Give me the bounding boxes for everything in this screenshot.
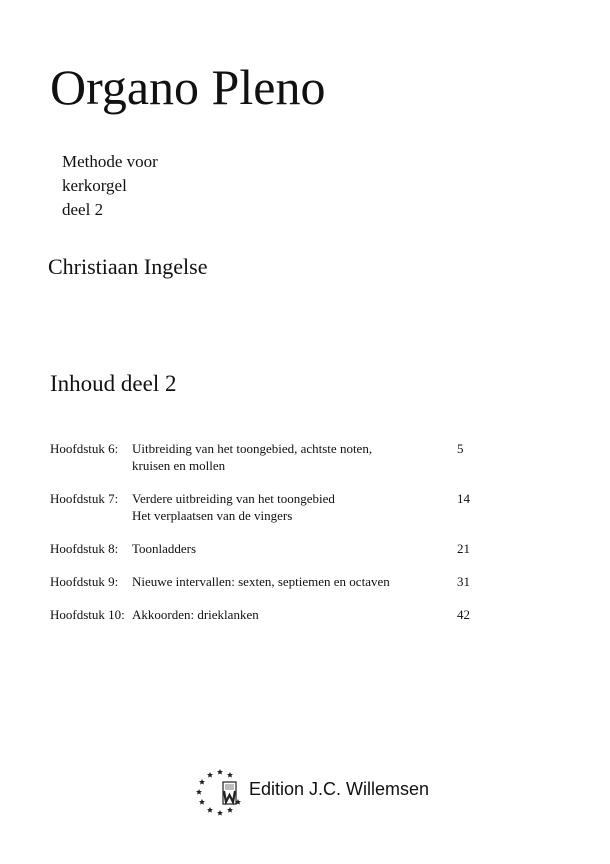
toc-entry-line: kruisen en mollen <box>132 458 226 473</box>
toc-entry-line: Uitbreiding van het toongebied, achtste noten, <box>132 441 373 456</box>
toc-entry-line: Nieuwe intervallen: sexten, septiemen en octaven <box>132 574 390 589</box>
toc-heading: Inhoud deel 2 <box>50 371 177 396</box>
table-of-contents <box>50 440 480 639</box>
toc-entry <box>50 440 480 474</box>
toc-entry-title <box>132 490 457 524</box>
toc-entry-title <box>132 440 457 474</box>
toc-entry-page: 14 <box>457 491 470 506</box>
toc-entry-page: 42 <box>457 607 470 622</box>
subtitle-line: kerkorgel <box>62 176 127 195</box>
toc-entry-label: Hoofdstuk 10: <box>50 607 125 622</box>
toc-entry-label: Hoofdstuk 9: <box>50 574 119 589</box>
toc-entry-title <box>132 606 457 623</box>
toc-entry-page: 31 <box>457 574 470 589</box>
toc-entry-page: 21 <box>457 541 470 556</box>
author-name: Christiaan Ingelse <box>48 254 208 279</box>
toc-entry-line: Akkoorden: drieklanken <box>132 607 259 622</box>
toc-entry-line: Het verplaatsen van de vingers <box>132 508 293 523</box>
subtitle-line: deel 2 <box>62 200 104 219</box>
toc-entry-line: Verdere uitbreiding van het toongebied <box>132 491 335 506</box>
toc-entry-line: Toonladders <box>132 541 197 556</box>
toc-entry-label: Hoofdstuk 7: <box>50 491 119 506</box>
toc-entry <box>50 490 480 524</box>
toc-entry-page: 5 <box>457 441 464 456</box>
toc-entry <box>50 573 480 590</box>
book-title: Organo Pleno <box>50 59 326 115</box>
toc-entry-label: Hoofdstuk 8: <box>50 541 119 556</box>
toc-entry-title <box>132 540 457 557</box>
publisher-name: Edition J.C. Willemsen <box>249 778 430 799</box>
toc-entry-label: Hoofdstuk 6: <box>50 441 119 456</box>
willemsen-stars-logo-icon <box>193 766 247 820</box>
toc-entry <box>50 540 480 557</box>
toc-entry-title <box>132 573 457 590</box>
subtitle <box>62 150 158 222</box>
publisher-block <box>193 766 433 820</box>
toc-entry <box>50 606 480 623</box>
subtitle-line: Methode voor <box>62 152 158 171</box>
